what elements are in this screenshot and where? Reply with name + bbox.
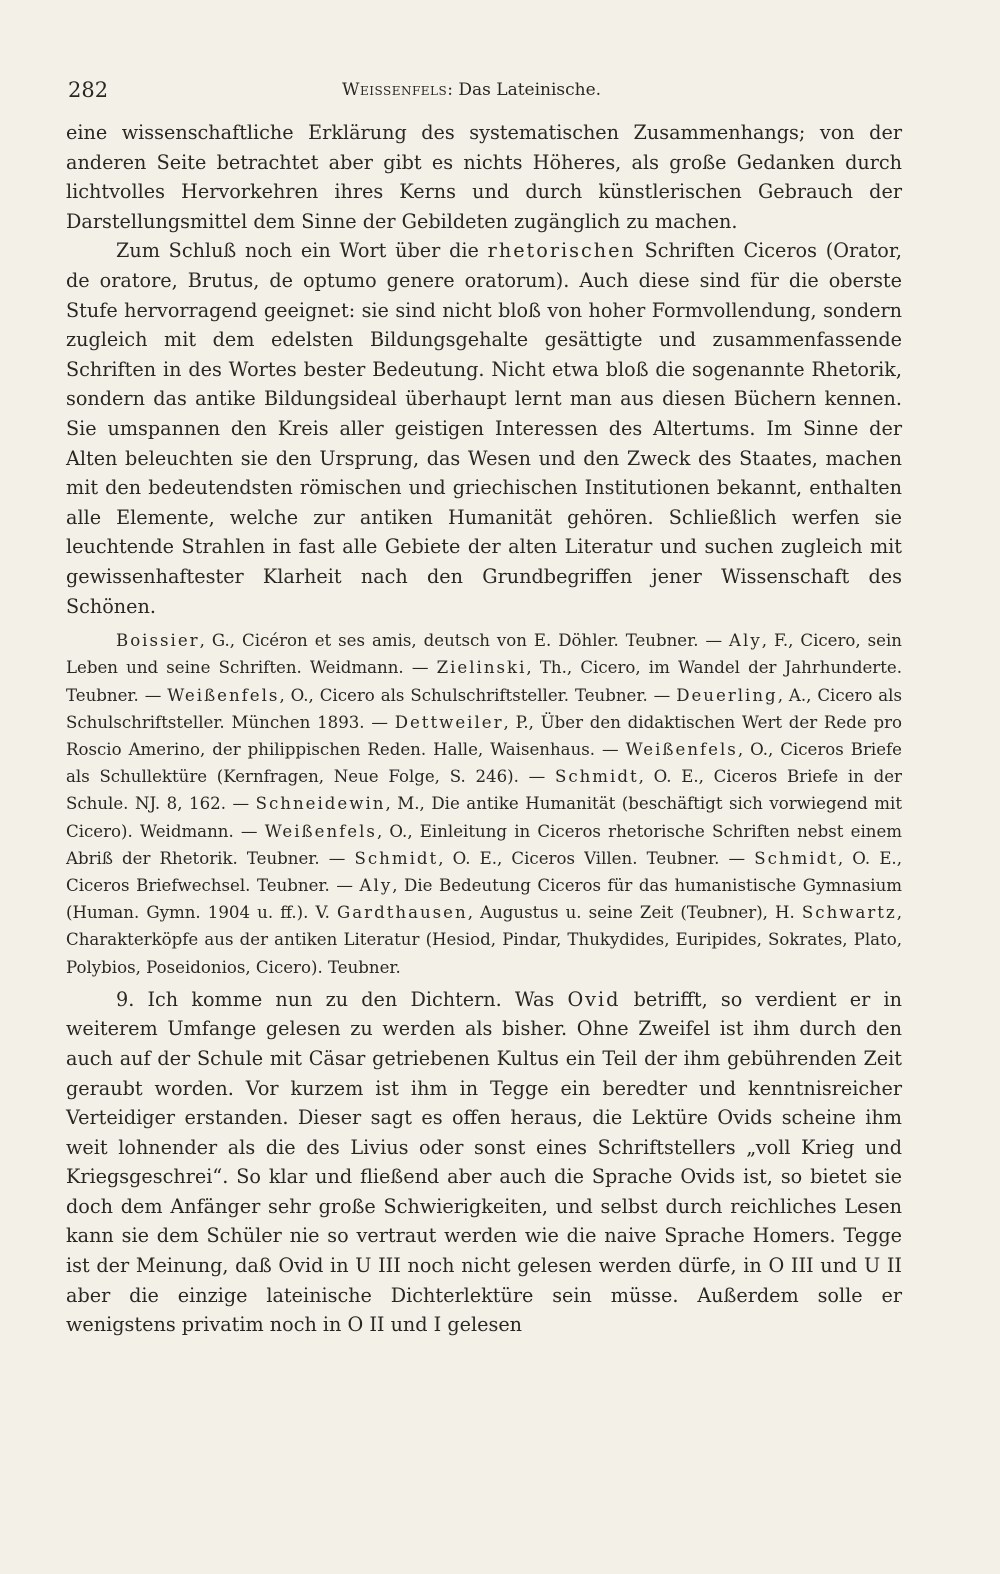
bib-author: Aly <box>729 631 762 651</box>
bibliography-block <box>66 627 902 981</box>
bib-entry: , O. E., Ciceros Villen. Teubner. — <box>438 848 755 868</box>
bib-entry: , F., Cicero, sein Leben und seine Schriften. Weidmann. — <box>66 631 902 678</box>
bib-author: Zielinski <box>436 658 527 678</box>
emphasized-word: rhetorischen <box>487 239 636 263</box>
bib-author: Schmidt <box>754 848 838 868</box>
bib-entry: , O., Ciceros Briefe als Schullektüre (Kernfragen, Neue Folge, S. 246). — <box>66 739 902 787</box>
bib-entry: , G., Cicéron et ses amis, deutsch von E. Döhler. Teubner. — <box>199 631 730 651</box>
running-title-text: Das Lateinische. <box>458 80 602 100</box>
text-run: Zum Schluß noch ein Wort über die <box>116 239 488 263</box>
bib-entry: , O. E., Ciceros Briefwechsel. Teubner. — <box>66 848 902 895</box>
running-title-separator: : <box>447 80 453 100</box>
bib-entry: , O. E., Ciceros Briefe in der Schule. NJ. 8, 162. — <box>66 767 902 814</box>
bib-author: Gardthausen <box>337 903 468 923</box>
bib-author: Deuerling <box>676 685 778 705</box>
bib-author: Schneidewin <box>255 794 386 814</box>
paragraph-continuation: eine wissenschaftliche Erklärung des systematischen Zusammenhangs; von der anderen Seite betrachtet aber gibt es nichts Höheres, als große Gedanken durch lichtvolles Hervorkehren ihres Kerns und durch künstlerischen Gebrauch der Darstellungsmittel dem Sinne der Gebildeten zugänglich zu machen. <box>66 121 902 233</box>
bib-author: Weißenfels <box>625 739 738 759</box>
bib-entry: , P., Über den didaktischen Wert der Rede pro Roscio Amerino, der philippischen Reden. Halle, Waisenhaus. — <box>66 712 902 759</box>
running-title-author: Weissenfels <box>342 80 448 100</box>
bib-author: Weißenfels <box>167 685 280 705</box>
bib-entry: , A., Cicero als Schulschriftsteller. München 1893. — <box>66 685 902 732</box>
bib-author: Aly <box>359 875 393 895</box>
bib-entry: , Augustus u. seine Zeit (Teubner), H. <box>467 903 802 923</box>
bib-entry: , Charakterköpfe aus der antiken Literatur (Hesiod, Pindar, Thukydides, Euripides, Sokrates, Plato, Polybios, Poseidonios, Cicero). Teubner. <box>66 903 902 977</box>
text-run: betrifft, so verdient er in weiterem Umfange gelesen zu werden als bisher. Ohne Zweifel ist ihm durch den auch auf der Schule mit Cäsar getriebenen Kultus ein Teil der ihm gebührenden Zeit geraubt worden. Vor kurzem ist ihm in Tegge ein beredter und kenntnisreicher Verteidiger erstanden. Dieser sagt es offen heraus, die Lektüre Ovids scheine ihm weit lohnender als die des Livius oder sonst eines Schriftstellers „voll Krieg und Kriegsgeschrei“. So klar und fließend aber auch die Sprache Ovids ist, so bietet sie doch dem Anfänger sehr große Schwierigkeiten, und selbst durch reichliches Lesen kann sie dem Schüler nie so vertraut werden wie die naive Sprache Homers. Tegge ist der Meinung, daß Ovid in U III noch nicht gelesen werden dürfe, in O III und U II aber die einzige lateinische Dichterlektüre sein müsse. Außerdem solle er wenigstens privatim noch in O II und I gelesen <box>66 987 902 1337</box>
bib-author: Boissier <box>116 631 200 651</box>
running-header <box>66 78 902 118</box>
bib-author: Schmidt <box>554 767 639 787</box>
emphasized-word: Ovid <box>567 987 621 1011</box>
page-number: 282 <box>68 78 109 102</box>
paragraph-rhetorical-writings <box>66 236 902 621</box>
bib-author: Schwartz <box>801 903 897 923</box>
bib-author: Weißenfels <box>264 821 377 841</box>
text-run: Schriften Ciceros (Orator, de oratore, Brutus, de optumo genere oratorum). Auch diese sind für die oberste Stufe hervorragend geeignet: sie sind nicht bloß von hoher Formvollendung, sondern zugleich mit dem edelsten Bildungsgehalte gesättigte und zusammenfassende Schriften in des Wortes bester Bedeutung. Nicht etwa bloß die sogenannte Rhetorik, sondern das antike Bildungsideal überhaupt lernt man aus diesen Büchern kennen. Sie umspannen den Kreis aller geistigen Interessen des Altertums. Im Sinne der Alten beleuchten sie den Ursprung, das Wesen und den Zweck des Staates, machen mit den bedeutendsten römischen und griechischen Institutionen bekannt, enthalten alle Elemente, welche zur antiken Humanität gehören. Schließlich werfen sie leuchtende Strahlen in fast alle Gebiete der alten Literatur und suchen zugleich mit gewissenhaftester Klarheit nach den Grundbegriffen jener Wissenschaft des Schönen. <box>66 239 903 618</box>
bib-entry: , Th., Cicero, im Wandel der Jahrhunderte. Teubner. — <box>66 658 902 705</box>
running-title <box>342 80 601 100</box>
bib-entry: , Die Bedeutung Ciceros für das humanistische Gymnasium (Human. Gymn. 1904 u. ff.). V. <box>66 875 902 923</box>
text-run: 9. Ich komme nun zu den Dichtern. Was <box>116 987 568 1011</box>
bib-entry: , M., Die antike Humanität (beschäftigt sich vorwiegend mit Cicero). Weidmann. — <box>66 794 903 841</box>
bib-author: Dettweiler <box>394 712 504 732</box>
bib-entry: , O., Einleitung in Ciceros rhetorische Schriften nebst einem Abriß der Rhetorik. Teubner. — <box>66 821 902 868</box>
paragraph-section-9 <box>66 985 902 1340</box>
bib-entry: , O., Cicero als Schulschriftsteller. Teubner. — <box>279 685 677 705</box>
bib-author: Schmidt <box>354 848 439 868</box>
